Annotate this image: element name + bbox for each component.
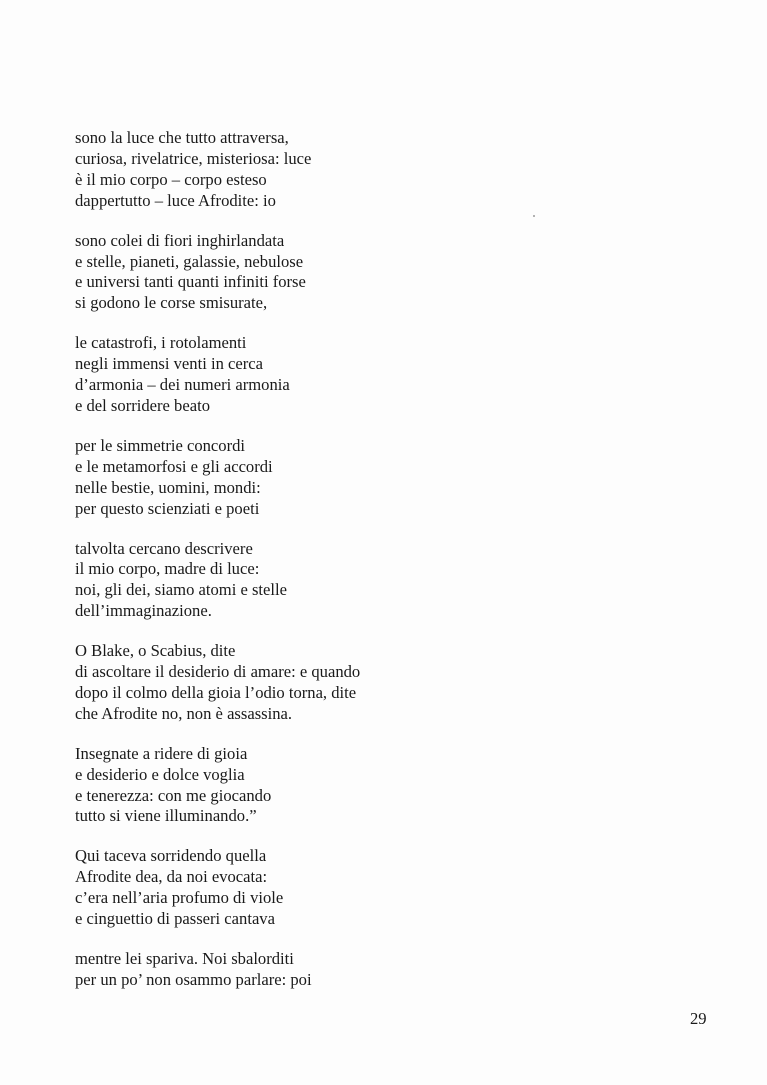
poem-line: curiosa, rivelatrice, misteriosa: luce xyxy=(75,148,312,168)
poem-line: e stelle, pianeti, galassie, nebulose xyxy=(75,251,304,271)
stanza-4 xyxy=(75,436,535,520)
poem-line: mentre lei spariva. Noi sbalorditi xyxy=(75,949,294,968)
poem-line: e tenerezza: con me giocando xyxy=(75,785,272,805)
poem-line: è il mio corpo – corpo esteso xyxy=(75,169,267,189)
poem-line: e desiderio e dolce voglia xyxy=(75,764,245,784)
poem-line: di ascoltare il desiderio di amare: e quando xyxy=(75,662,361,682)
poem-body xyxy=(75,128,535,1010)
poem-line: e universi tanti quanti infiniti forse xyxy=(75,272,306,292)
poem-line: che Afrodite no, non è assassina. xyxy=(75,703,293,723)
poem-line: sono colei di fiori inghirlandata xyxy=(75,230,285,250)
poem-line: tutto si viene illuminando.” xyxy=(75,806,257,826)
poem-line: Insegnate a ridere di gioia xyxy=(75,743,248,763)
poem-line: si godono le corse smisurate, xyxy=(75,293,268,313)
page-number: 29 xyxy=(690,1009,707,1028)
poem-line: d’armonia – dei numeri armonia xyxy=(75,375,290,395)
poem-line: per un po’ non osammo parlare: poi xyxy=(75,969,312,989)
poem-line: noi, gli dei, siamo atomi e stelle xyxy=(75,580,287,600)
stanza-5 xyxy=(75,539,535,623)
stanza-6 xyxy=(75,641,535,725)
stanza-8 xyxy=(75,846,535,930)
poem-line: dopo il colmo della gioia l’odio torna, dite xyxy=(75,682,357,702)
stanza-3 xyxy=(75,333,535,417)
poem-line: il mio corpo, madre di luce: xyxy=(75,559,260,579)
poem-line: le catastrofi, i rotolamenti xyxy=(75,333,247,353)
stanza-9 xyxy=(75,949,535,991)
poem-line: sono la luce che tutto attraversa, xyxy=(75,128,289,147)
stanza-7 xyxy=(75,744,535,828)
poem-line: c’era nell’aria profumo di viole xyxy=(75,888,284,908)
stanza-1 xyxy=(75,128,535,212)
poem-line: negli immensi venti in cerca xyxy=(75,354,264,374)
poem-line: e le metamorfosi e gli accordi xyxy=(75,456,273,476)
poem-line: O Blake, o Scabius, dite xyxy=(75,641,236,661)
poem-line: e del sorridere beato xyxy=(75,395,210,415)
poem-line: Afrodite dea, da noi evocata: xyxy=(75,867,268,887)
poem-line: e cinguettio di passeri cantava xyxy=(75,909,275,929)
poem-line: nelle bestie, uomini, mondi: xyxy=(75,477,261,497)
poem-line: dappertutto – luce Afrodite: io xyxy=(75,190,276,210)
poem-line: dell’immaginazione. xyxy=(75,601,212,621)
poem-line: per questo scienziati e poeti xyxy=(75,498,260,518)
poem-line: per le simmetrie concordi xyxy=(75,435,246,455)
stanza-2 xyxy=(75,231,535,315)
poem-line: talvolta cercano descrivere xyxy=(75,538,253,558)
poem-line: Qui taceva sorridendo quella xyxy=(75,846,267,866)
